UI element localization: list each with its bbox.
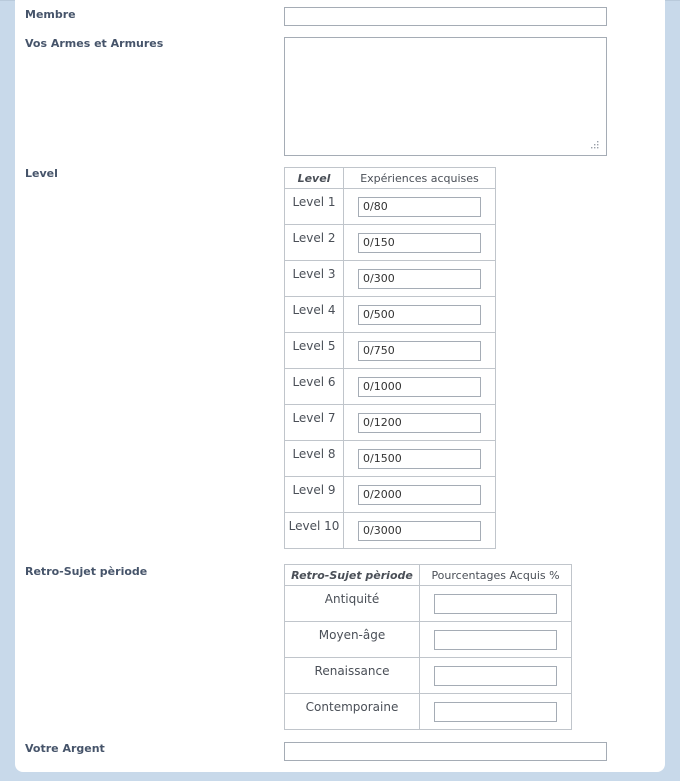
xp-input[interactable]: 0/1500 (358, 449, 481, 469)
level-name: Level 8 (285, 441, 344, 477)
xp-cell (344, 333, 496, 369)
period-row (285, 586, 572, 622)
xp-cell (344, 261, 496, 297)
xp-header: Expériences acquises (344, 168, 496, 189)
level-name: Level 5 (285, 333, 344, 369)
level-name: Level 2 (285, 225, 344, 261)
retro-table (284, 564, 572, 730)
xp-cell (344, 369, 496, 405)
xp-input[interactable]: 0/150 (358, 233, 481, 253)
xp-input[interactable]: 0/80 (358, 197, 481, 217)
level-row (285, 261, 496, 297)
xp-cell (344, 225, 496, 261)
xp-input[interactable]: 0/1000 (358, 377, 481, 397)
argent-label: Votre Argent (25, 742, 105, 755)
level-name: Level 7 (285, 405, 344, 441)
argent-input[interactable] (284, 742, 607, 761)
period-name: Contemporaine (285, 694, 420, 730)
level-row (285, 477, 496, 513)
level-name: Level 10 (285, 513, 344, 549)
xp-input[interactable]: 0/300 (358, 269, 481, 289)
membre-label: Membre (25, 8, 76, 21)
level-row (285, 297, 496, 333)
period-row (285, 658, 572, 694)
xp-cell (344, 189, 496, 225)
xp-cell (344, 405, 496, 441)
xp-cell (344, 441, 496, 477)
armes-textarea[interactable] (284, 37, 607, 156)
resize-grip-icon[interactable] (589, 139, 599, 149)
period-row (285, 622, 572, 658)
level-row (285, 189, 496, 225)
percent-input[interactable] (434, 666, 557, 686)
level-row (285, 513, 496, 549)
period-header: Retro-Sujet pèriode (285, 565, 420, 586)
level-row (285, 441, 496, 477)
level-row (285, 405, 496, 441)
period-name: Moyen-âge (285, 622, 420, 658)
period-name: Renaissance (285, 658, 420, 694)
level-name: Level 3 (285, 261, 344, 297)
membre-input[interactable] (284, 7, 607, 26)
xp-cell (344, 477, 496, 513)
period-row (285, 694, 572, 730)
percent-cell (420, 658, 572, 694)
level-row (285, 333, 496, 369)
level-name: Level 1 (285, 189, 344, 225)
level-table (284, 167, 496, 549)
percent-input[interactable] (434, 594, 557, 614)
level-name: Level 6 (285, 369, 344, 405)
xp-input[interactable]: 0/1200 (358, 413, 481, 433)
xp-cell (344, 513, 496, 549)
level-label: Level (25, 167, 58, 180)
level-name: Level 4 (285, 297, 344, 333)
xp-input[interactable]: 0/3000 (358, 521, 481, 541)
xp-cell (344, 297, 496, 333)
armes-label: Vos Armes et Armures (25, 37, 164, 50)
xp-input[interactable]: 0/2000 (358, 485, 481, 505)
level-header: Level (285, 168, 344, 189)
percent-input[interactable] (434, 702, 557, 722)
percent-header: Pourcentages Acquis % (420, 565, 572, 586)
percent-cell (420, 694, 572, 730)
level-row (285, 225, 496, 261)
period-name: Antiquité (285, 586, 420, 622)
percent-input[interactable] (434, 630, 557, 650)
xp-input[interactable]: 0/750 (358, 341, 481, 361)
level-name: Level 9 (285, 477, 344, 513)
percent-cell (420, 586, 572, 622)
level-row (285, 369, 496, 405)
xp-input[interactable]: 0/500 (358, 305, 481, 325)
percent-cell (420, 622, 572, 658)
retro-label: Retro-Sujet pèriode (25, 565, 148, 578)
